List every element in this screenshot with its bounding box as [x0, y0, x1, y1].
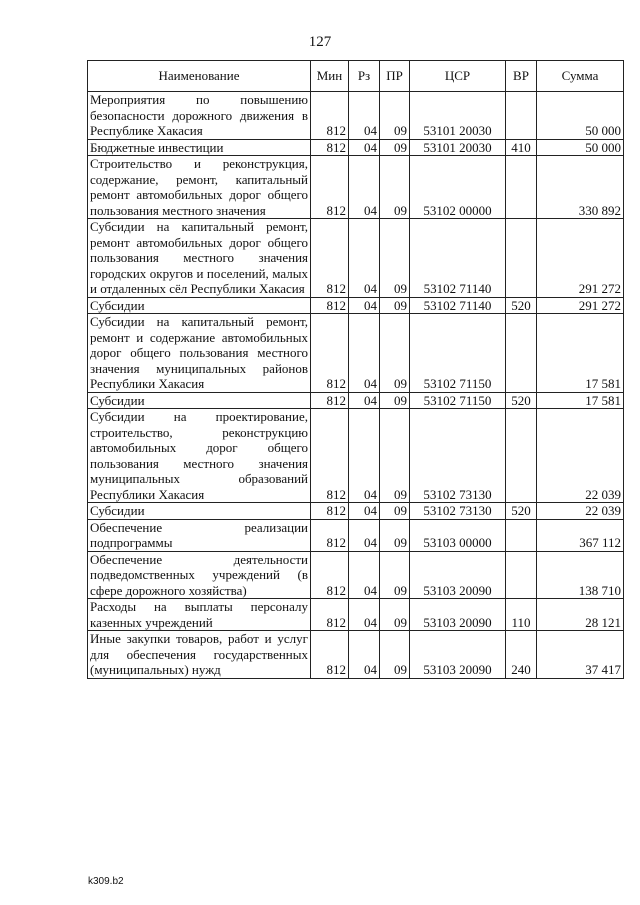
column-header-name: Наименование: [88, 61, 311, 92]
cell-min: 812: [311, 392, 349, 409]
cell-vr: [506, 156, 537, 219]
column-header-vr: ВР: [506, 61, 537, 92]
cell-csr: 53103 20090: [410, 599, 506, 631]
cell-sum: 17 581: [537, 392, 624, 409]
column-header-csr: ЦСР: [410, 61, 506, 92]
cell-vr: 520: [506, 392, 537, 409]
cell-min: 812: [311, 551, 349, 599]
cell-sum: 22 039: [537, 503, 624, 520]
cell-vr: 410: [506, 139, 537, 156]
cell-rz: 04: [349, 551, 380, 599]
cell-csr: 53102 71150: [410, 314, 506, 393]
page-number: 127: [308, 34, 332, 50]
cell-vr: [506, 519, 537, 551]
cell-name: Мероприятия по повышению безопасности дорожного движения в Республике Хакасия: [88, 92, 311, 140]
cell-sum: 291 272: [537, 297, 624, 314]
cell-pr: 09: [380, 139, 410, 156]
cell-rz: 04: [349, 219, 380, 298]
cell-sum: 367 112: [537, 519, 624, 551]
table-row: [88, 156, 624, 219]
cell-vr: 240: [506, 631, 537, 679]
cell-csr: 53103 20090: [410, 631, 506, 679]
cell-rz: 04: [349, 631, 380, 679]
cell-name: Субсидии: [88, 392, 311, 409]
cell-rz: 04: [349, 599, 380, 631]
cell-name: Субсидии: [88, 503, 311, 520]
cell-min: 812: [311, 219, 349, 298]
cell-vr: 520: [506, 503, 537, 520]
cell-pr: 09: [380, 92, 410, 140]
cell-sum: 50 000: [537, 139, 624, 156]
cell-pr: 09: [380, 409, 410, 503]
table-row: [88, 92, 624, 140]
cell-pr: 09: [380, 392, 410, 409]
column-header-sum: Сумма: [537, 61, 624, 92]
table-row: [88, 314, 624, 393]
column-header-min: Мин: [311, 61, 349, 92]
cell-sum: 37 417: [537, 631, 624, 679]
cell-sum: 291 272: [537, 219, 624, 298]
cell-pr: 09: [380, 631, 410, 679]
cell-vr: [506, 92, 537, 140]
cell-pr: 09: [380, 297, 410, 314]
cell-rz: 04: [349, 392, 380, 409]
cell-rz: 04: [349, 297, 380, 314]
cell-csr: 53102 71150: [410, 392, 506, 409]
cell-rz: 04: [349, 409, 380, 503]
cell-name: Обеспечение деятельности подведомственных учреждений (в сфере дорожного хозяйства): [88, 551, 311, 599]
cell-name: Субсидии на проектирование, строительство, реконструкцию автомобильных дорог общего пользования местного значения муниципальных образований Республики Хакасия: [88, 409, 311, 503]
cell-csr: 53101 20030: [410, 139, 506, 156]
column-header-pr: ПР: [380, 61, 410, 92]
table-row: [88, 551, 624, 599]
cell-vr: [506, 314, 537, 393]
cell-vr: [506, 409, 537, 503]
column-header-rz: Рз: [349, 61, 380, 92]
cell-name: Субсидии на капитальный ремонт, ремонт и содержание автомобильных дорог общего пользования местного значения муниципальных районов Республики Хакасия: [88, 314, 311, 393]
cell-csr: 53103 00000: [410, 519, 506, 551]
table-row: [88, 503, 624, 520]
cell-sum: 330 892: [537, 156, 624, 219]
cell-rz: 04: [349, 503, 380, 520]
cell-csr: 53102 73130: [410, 409, 506, 503]
cell-name: Иные закупки товаров, работ и услуг для обеспечения государственных (муниципальных) нужд: [88, 631, 311, 679]
cell-min: 812: [311, 139, 349, 156]
cell-min: 812: [311, 314, 349, 393]
cell-min: 812: [311, 409, 349, 503]
cell-rz: 04: [349, 156, 380, 219]
table-row: [88, 519, 624, 551]
cell-csr: 53101 20030: [410, 92, 506, 140]
cell-pr: 09: [380, 314, 410, 393]
cell-name: Расходы на выплаты персоналу казенных учреждений: [88, 599, 311, 631]
cell-pr: 09: [380, 219, 410, 298]
cell-min: 812: [311, 92, 349, 140]
cell-csr: 53102 73130: [410, 503, 506, 520]
cell-min: 812: [311, 503, 349, 520]
table-row: [88, 392, 624, 409]
cell-pr: 09: [380, 599, 410, 631]
table-row: [88, 599, 624, 631]
cell-min: 812: [311, 156, 349, 219]
cell-name: Бюджетные инвестиции: [88, 139, 311, 156]
table-row: [88, 139, 624, 156]
cell-rz: 04: [349, 519, 380, 551]
cell-vr: [506, 219, 537, 298]
cell-name: Субсидии на капитальный ремонт, ремонт автомобильных дорог общего пользования местного значения городских округов и поселений, малых и отдаленных сёл Республики Хакасия: [88, 219, 311, 298]
cell-min: 812: [311, 297, 349, 314]
cell-name: Обеспечение реализации подпрограммы: [88, 519, 311, 551]
cell-csr: 53103 20090: [410, 551, 506, 599]
cell-pr: 09: [380, 156, 410, 219]
table-row: [88, 297, 624, 314]
table-header-row: [88, 61, 624, 92]
cell-rz: 04: [349, 92, 380, 140]
cell-pr: 09: [380, 503, 410, 520]
cell-min: 812: [311, 631, 349, 679]
table-row: [88, 631, 624, 679]
cell-pr: 09: [380, 551, 410, 599]
cell-vr: 520: [506, 297, 537, 314]
cell-csr: 53102 00000: [410, 156, 506, 219]
cell-sum: 28 121: [537, 599, 624, 631]
cell-sum: 138 710: [537, 551, 624, 599]
footer-code: k309.b2: [88, 876, 124, 887]
table-row: [88, 219, 624, 298]
cell-csr: 53102 71140: [410, 219, 506, 298]
cell-min: 812: [311, 519, 349, 551]
table-row: [88, 409, 624, 503]
cell-csr: 53102 71140: [410, 297, 506, 314]
cell-min: 812: [311, 599, 349, 631]
cell-sum: 17 581: [537, 314, 624, 393]
cell-vr: 110: [506, 599, 537, 631]
cell-sum: 22 039: [537, 409, 624, 503]
cell-name: Строительство и реконструкция, содержание, ремонт, капитальный ремонт автомобильных дорог общего пользования местного значения: [88, 156, 311, 219]
cell-vr: [506, 551, 537, 599]
cell-sum: 50 000: [537, 92, 624, 140]
budget-table: [87, 60, 624, 679]
cell-rz: 04: [349, 139, 380, 156]
cell-rz: 04: [349, 314, 380, 393]
cell-name: Субсидии: [88, 297, 311, 314]
cell-pr: 09: [380, 519, 410, 551]
